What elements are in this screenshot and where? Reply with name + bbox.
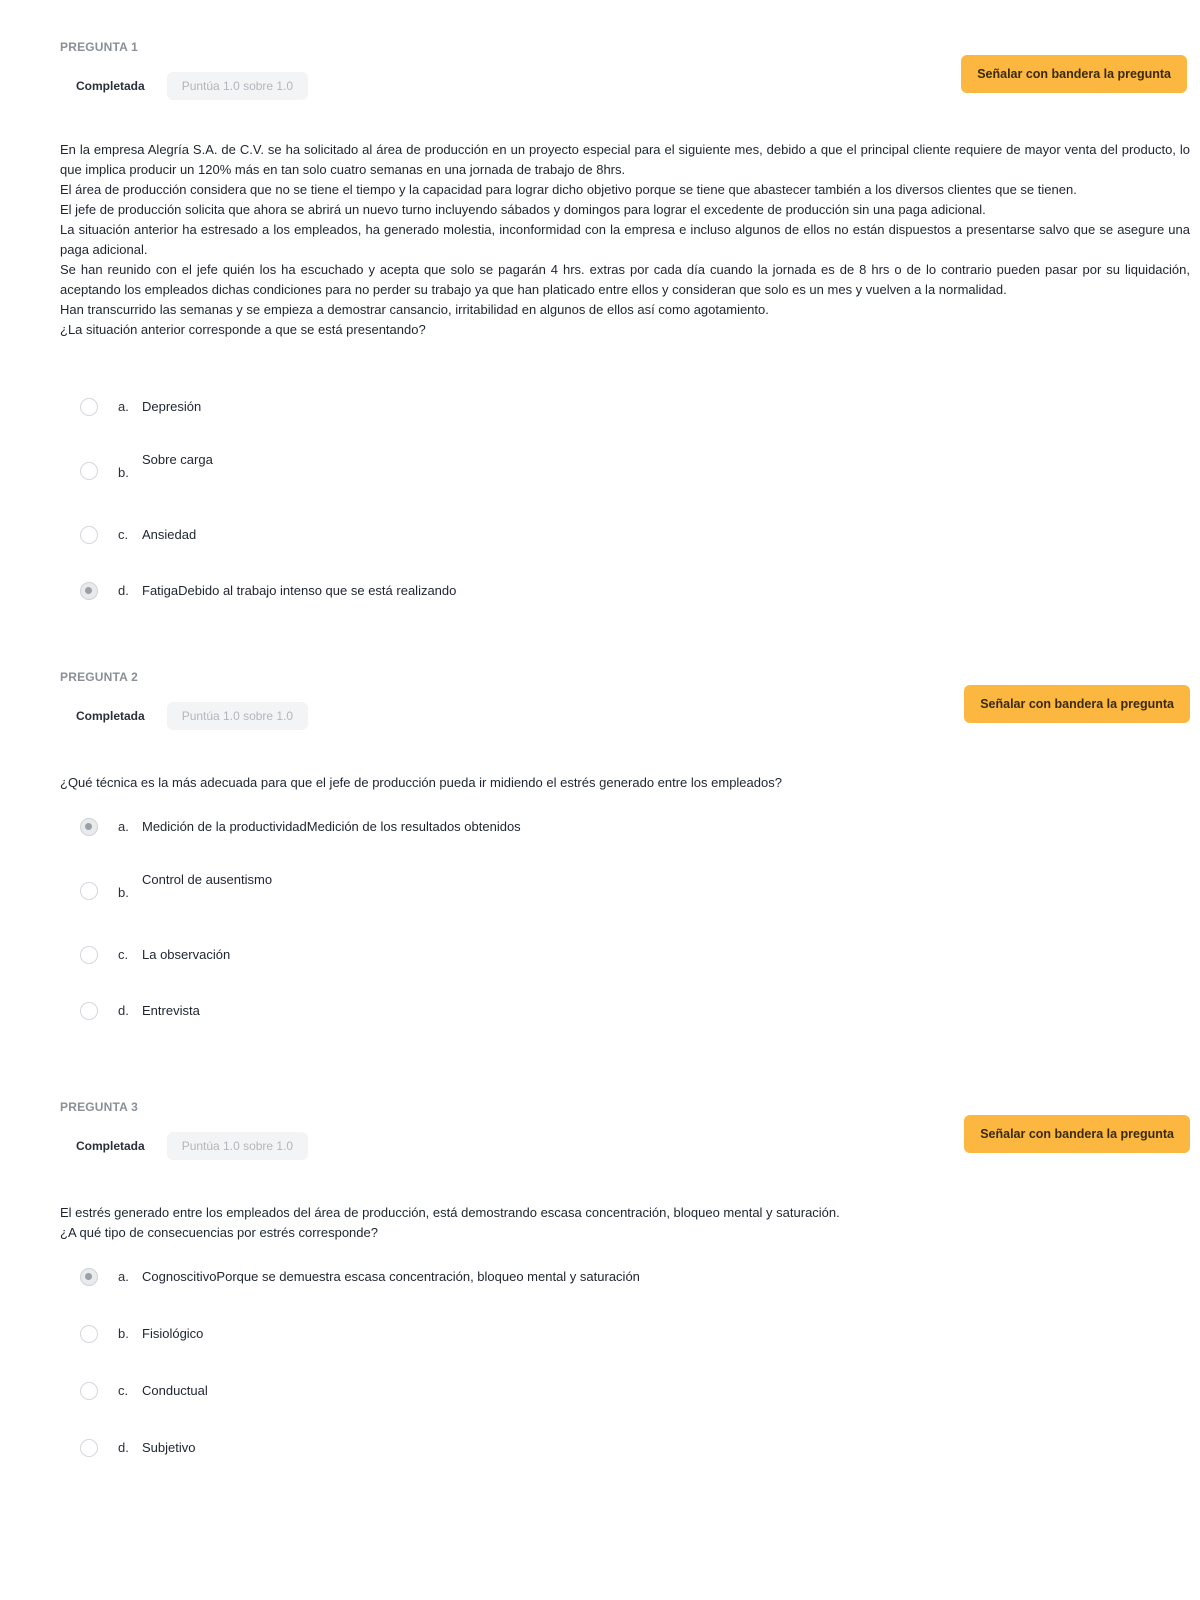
option-text: Entrevista	[142, 1003, 200, 1018]
question-1	[60, 40, 1190, 610]
question-paragraph: Se han reunido con el jefe quién los ha escuchado y acepta que solo se pagarán 4 hrs. extras por cada día cuando la jornada es de 8 hrs o de lo contrario pueden pasar por su liquidación, aceptando los empleados dichas condiciones para no perder su trabajo ya que han platicado entre ellos y consideran que solo es un mes y vuelven a la normalidad.	[60, 262, 1190, 297]
answer-option-a[interactable]	[80, 818, 521, 836]
option-letter: d.	[118, 1003, 129, 1018]
question-label: PREGUNTA 3	[60, 1100, 139, 1114]
answer-option-d[interactable]	[80, 1002, 200, 1020]
question-paragraph: La situación anterior ha estresado a los empleados, ha generado molestia, inconformidad con la empresa e incluso algunos de ellos no están dispuestos a presentarse salvo que se asegure una paga adicional.	[60, 222, 1190, 257]
option-text: CognoscitivoPorque se demuestra escasa concentración, bloqueo mental y saturación	[142, 1269, 640, 1284]
option-letter: d.	[118, 583, 129, 598]
answer-option-c[interactable]	[80, 946, 230, 964]
question-label: PREGUNTA 1	[60, 40, 139, 54]
option-letter: a.	[118, 819, 129, 834]
option-letter: c.	[118, 527, 129, 542]
status-row	[60, 1132, 308, 1160]
answer-option-b[interactable]	[80, 872, 272, 900]
radio-icon[interactable]	[80, 882, 98, 900]
answer-option-b[interactable]	[80, 1325, 203, 1343]
option-letter: b.	[118, 1326, 129, 1341]
option-text: Control de ausentismo	[142, 872, 273, 887]
option-text: FatigaDebido al trabajo intenso que se está realizando	[142, 583, 457, 598]
radio-icon[interactable]	[80, 946, 98, 964]
option-text: Sobre carga	[142, 452, 213, 467]
question-paragraph: El área de producción considera que no se tiene el tiempo y la capacidad para lograr dicho objetivo porque se tiene que abastecer también a los diversos clientes que se tienen.	[60, 182, 1077, 197]
status-badge: Completada	[60, 702, 161, 730]
radio-icon[interactable]	[80, 526, 98, 544]
option-letter: b.	[118, 465, 129, 480]
answer-option-d[interactable]	[80, 582, 456, 600]
score-badge: Puntúa 1.0 sobre 1.0	[167, 72, 308, 100]
flag-question-button[interactable]: Señalar con bandera la pregunta	[961, 55, 1187, 93]
question-label: PREGUNTA 2	[60, 670, 139, 684]
question-paragraph: Han transcurrido las semanas y se empieza a demostrar cansancio, irritabilidad en algunos de ellos así como agotamiento.	[60, 302, 769, 317]
option-text: Depresión	[142, 399, 202, 414]
answer-option-a[interactable]	[80, 398, 201, 416]
option-text: La observación	[142, 947, 231, 962]
question-paragraph: ¿Qué técnica es la más adecuada para que el jefe de producción pueda ir midiendo el estrés generado entre los empleados?	[60, 775, 782, 790]
question-paragraph: El estrés generado entre los empleados del área de producción, está demostrando escasa concentración, bloqueo mental y saturación.	[60, 1205, 840, 1220]
radio-icon[interactable]	[80, 1002, 98, 1020]
option-text: Subjetivo	[142, 1440, 196, 1455]
option-letter: d.	[118, 1440, 129, 1455]
radio-checked-icon[interactable]	[80, 582, 98, 600]
answer-option-d[interactable]	[80, 1439, 195, 1457]
status-badge: Completada	[60, 1132, 161, 1160]
question-2	[60, 670, 1190, 1040]
answer-option-a[interactable]	[80, 1268, 640, 1286]
radio-icon[interactable]	[80, 1439, 98, 1457]
radio-icon[interactable]	[80, 1325, 98, 1343]
score-badge: Puntúa 1.0 sobre 1.0	[167, 1132, 308, 1160]
question-text	[60, 1203, 1190, 1243]
option-text: Ansiedad	[142, 527, 197, 542]
radio-icon[interactable]	[80, 462, 98, 480]
question-paragraph: En la empresa Alegría S.A. de C.V. se ha solicitado al área de producción en un proyecto especial para el siguiente mes, debido a que el principal cliente requiere de mayor venta del producto, lo que implica producir un 120% más en tan solo cuatro semanas en una jornada de trabajo de 8hrs.	[60, 142, 1190, 177]
radio-checked-icon[interactable]	[80, 1268, 98, 1286]
radio-icon[interactable]	[80, 1382, 98, 1400]
answer-option-b[interactable]	[80, 452, 213, 480]
radio-icon[interactable]	[80, 398, 98, 416]
option-text: Fisiológico	[142, 1326, 204, 1341]
radio-checked-icon[interactable]	[80, 818, 98, 836]
status-row	[60, 72, 308, 100]
option-letter: b.	[118, 885, 129, 900]
answer-option-c[interactable]	[80, 1382, 208, 1400]
option-text: Conductual	[142, 1383, 208, 1398]
question-text	[60, 140, 1190, 340]
question-paragraph: ¿La situación anterior corresponde a que se está presentando?	[60, 322, 426, 337]
answer-option-c[interactable]	[80, 526, 196, 544]
question-paragraph: ¿A qué tipo de consecuencias por estrés corresponde?	[60, 1225, 378, 1240]
option-letter: c.	[118, 947, 129, 962]
question-paragraph: El jefe de producción solicita que ahora se abrirá un nuevo turno incluyendo sábados y domingos para lograr el excedente de producción sin una paga adicional.	[60, 202, 986, 217]
flag-question-button[interactable]: Señalar con bandera la pregunta	[964, 685, 1190, 723]
question-text	[60, 773, 1190, 793]
status-badge: Completada	[60, 72, 161, 100]
option-letter: a.	[118, 399, 129, 414]
status-row	[60, 702, 308, 730]
option-letter: a.	[118, 1269, 129, 1284]
option-letter: c.	[118, 1383, 129, 1398]
flag-question-button[interactable]: Señalar con bandera la pregunta	[964, 1115, 1190, 1153]
option-text: Medición de la productividadMedición de los resultados obtenidos	[142, 819, 521, 834]
question-3	[60, 1100, 1190, 1470]
score-badge: Puntúa 1.0 sobre 1.0	[167, 702, 308, 730]
